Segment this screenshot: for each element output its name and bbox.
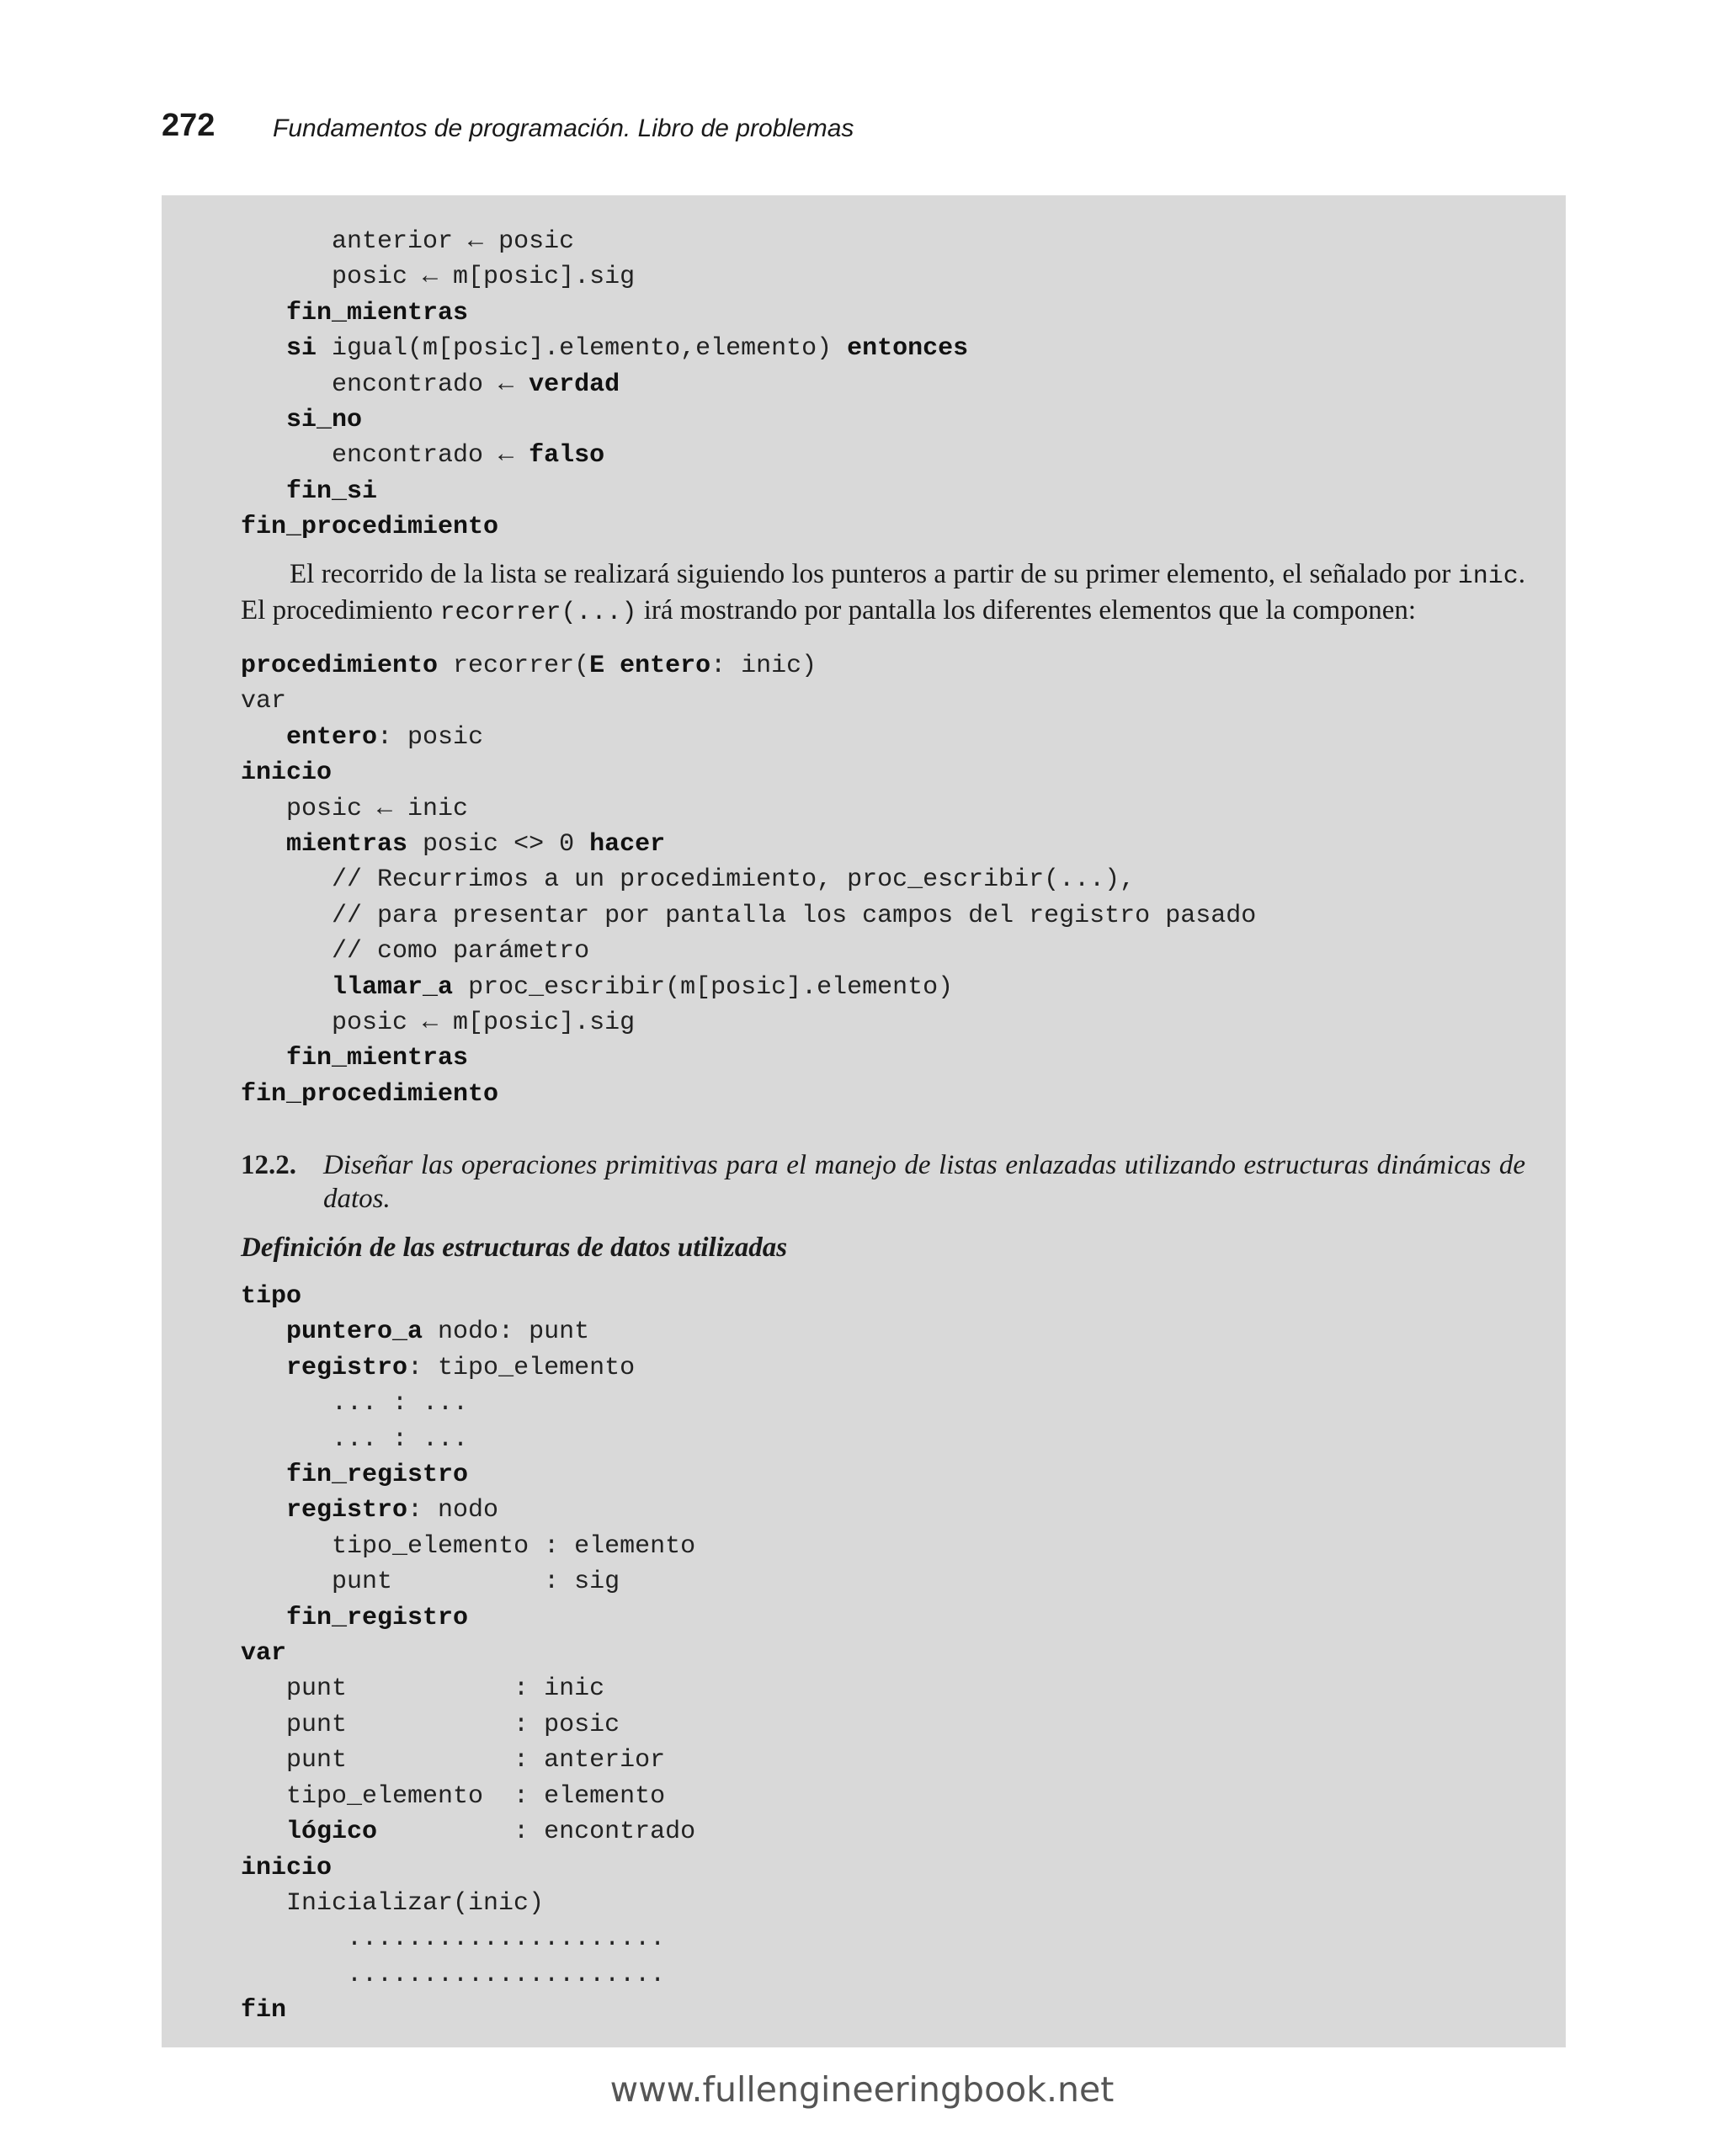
code-line [241, 1005, 1256, 1041]
code-text: nodo: punt [423, 1318, 590, 1347]
section-subheading: Definición de las estructuras de datos utilizadas [241, 1232, 788, 1263]
code-text: punt : anterior [286, 1746, 666, 1775]
code-keyword: entonces [847, 334, 969, 364]
code-keyword: llamar_a [332, 972, 454, 1002]
code-line [241, 1564, 695, 1600]
code-line [241, 1386, 695, 1421]
code-line [241, 331, 968, 366]
code-text: punt : inic [286, 1674, 605, 1704]
code-keyword: tipo [241, 1282, 302, 1311]
code-line [241, 367, 968, 402]
code-keyword: fin_mientras [286, 1044, 469, 1073]
page-number: 272 [162, 108, 216, 143]
code-keyword: hacer [589, 830, 666, 860]
problem-number: 12.2. [241, 1150, 296, 1180]
code-line [241, 402, 968, 438]
code-text: // para presentar por pantalla los campos del registro pasado [332, 901, 1257, 930]
code-keyword: fin_procedimiento [241, 1079, 499, 1109]
code-text: recorrer( [438, 652, 590, 680]
paragraph-text-3: irá mostrando por pantalla los diferentes elementos que la componen: [636, 595, 1417, 626]
code-text: // como parámetro [332, 937, 590, 966]
code-keyword: fin [241, 1996, 287, 2026]
code-text: ... : ... [332, 1424, 469, 1454]
code-line [241, 259, 968, 295]
content-panel [162, 195, 1566, 2047]
footer-url: www.fullengineeringbook.net [609, 2069, 1115, 2110]
code-text: proc_escribir(m[posic].elemento) [453, 972, 954, 1002]
paragraph-text-2: . El procedimiento [241, 559, 1525, 626]
page-header [162, 108, 1593, 150]
code-text: tipo_elemento : elemento [332, 1531, 696, 1561]
code-line [241, 1457, 695, 1493]
code-text: encontrado ← [332, 370, 529, 399]
code-line [241, 827, 1256, 862]
code-line [241, 438, 968, 473]
code-keyword: falso [529, 441, 605, 471]
code-line [241, 1493, 695, 1528]
code-text: var [241, 687, 287, 716]
code-keyword: fin_mientras [286, 298, 469, 327]
code-keyword: fin_registro [286, 1461, 469, 1490]
code-text: encontrado ← [332, 441, 529, 471]
paragraph-text-1: El recorrido de la lista se realizará siguiendo los punteros a partir de su primer elemento, el señalado por [290, 559, 1458, 589]
code-keyword: registro [286, 1496, 408, 1525]
code-text: anterior ← posic [332, 227, 575, 256]
code-text: ... : ... [332, 1389, 469, 1419]
code-text: : encontrado [377, 1818, 696, 1847]
problem-text: Diseñar las operaciones primitivas para el manejo de listas enlazadas utilizando estructuras dinámicas de datos. [323, 1150, 1525, 1214]
code-line [241, 1779, 695, 1814]
code-keyword: inicio [241, 759, 333, 788]
code-keyword: puntero_a [286, 1318, 423, 1347]
code-keyword: mientras [286, 830, 408, 860]
code-block-2 [241, 648, 1256, 1112]
code-line [241, 791, 1256, 827]
code-text: posic ← inic [286, 794, 469, 823]
code-line [241, 1886, 695, 1921]
code-block-3 [241, 1279, 695, 2029]
code-text: : inic) [710, 652, 817, 680]
code-line [241, 755, 1256, 791]
code-line [241, 295, 968, 331]
code-line [241, 1671, 695, 1706]
code-line [241, 1850, 695, 1886]
code-text: punt : sig [332, 1568, 620, 1597]
code-line [241, 648, 1256, 684]
code-text: posic ← m[posic].sig [332, 263, 636, 292]
code-line [241, 509, 968, 545]
code-line [241, 1707, 695, 1743]
code-line [241, 224, 968, 259]
paragraph-recorrido [241, 557, 1525, 630]
code-keyword: si_no [286, 406, 363, 435]
code-line [241, 1600, 695, 1636]
code-keyword: fin_registro [286, 1603, 469, 1632]
code-text: posic <> 0 [407, 830, 590, 860]
code-line [241, 1041, 1256, 1076]
code-keyword: lógico [286, 1818, 378, 1847]
code-line [241, 1350, 695, 1386]
code-text: : nodo [407, 1496, 499, 1525]
inline-code-inic: inic [1457, 562, 1519, 591]
code-text: : tipo_elemento [407, 1353, 636, 1382]
code-text: : posic [377, 722, 484, 752]
code-line [241, 934, 1256, 969]
code-line [241, 1743, 695, 1778]
code-text: // Recurrimos a un procedimiento, proc_escribir(...), [332, 865, 1136, 895]
code-keyword: si [286, 334, 317, 364]
code-line [241, 970, 1256, 1005]
code-line [241, 1957, 695, 1993]
code-block-1 [241, 224, 968, 546]
code-line [241, 1529, 695, 1564]
code-keyword: var [241, 1639, 287, 1669]
code-keyword: inicio [241, 1853, 333, 1882]
code-line [241, 684, 1256, 719]
code-text: ..................... [347, 1960, 666, 1989]
code-line [241, 1279, 695, 1314]
inline-code-recorrer: recorrer(...) [439, 599, 637, 627]
code-line [241, 1814, 695, 1850]
code-text: posic ← m[posic].sig [332, 1009, 636, 1038]
code-line [241, 1422, 695, 1457]
code-keyword: entero [286, 722, 378, 752]
problem-statement [241, 1148, 1525, 1216]
code-line [241, 862, 1256, 897]
code-keyword: fin_procedimiento [241, 513, 499, 542]
code-line [241, 474, 968, 509]
running-title: Fundamentos de programación. Libro de problemas [273, 114, 854, 142]
code-line [241, 1077, 1256, 1112]
code-line [241, 1921, 695, 1956]
code-text: Inicializar(inic) [286, 1888, 545, 1918]
code-keyword: verdad [529, 370, 620, 399]
code-line [241, 1314, 695, 1349]
code-text: punt : posic [286, 1710, 620, 1739]
code-line [241, 1636, 695, 1671]
code-keyword: registro [286, 1353, 408, 1382]
code-line [241, 898, 1256, 934]
code-text: tipo_elemento : elemento [286, 1781, 666, 1811]
code-keyword: E entero [589, 652, 711, 680]
code-line [241, 720, 1256, 755]
code-text: ..................... [347, 1924, 666, 1954]
code-keyword: procedimiento [241, 652, 439, 680]
code-keyword: fin_si [286, 476, 378, 506]
code-line [241, 1993, 695, 2028]
code-text: igual(m[posic].elemento,elemento) [317, 334, 848, 364]
